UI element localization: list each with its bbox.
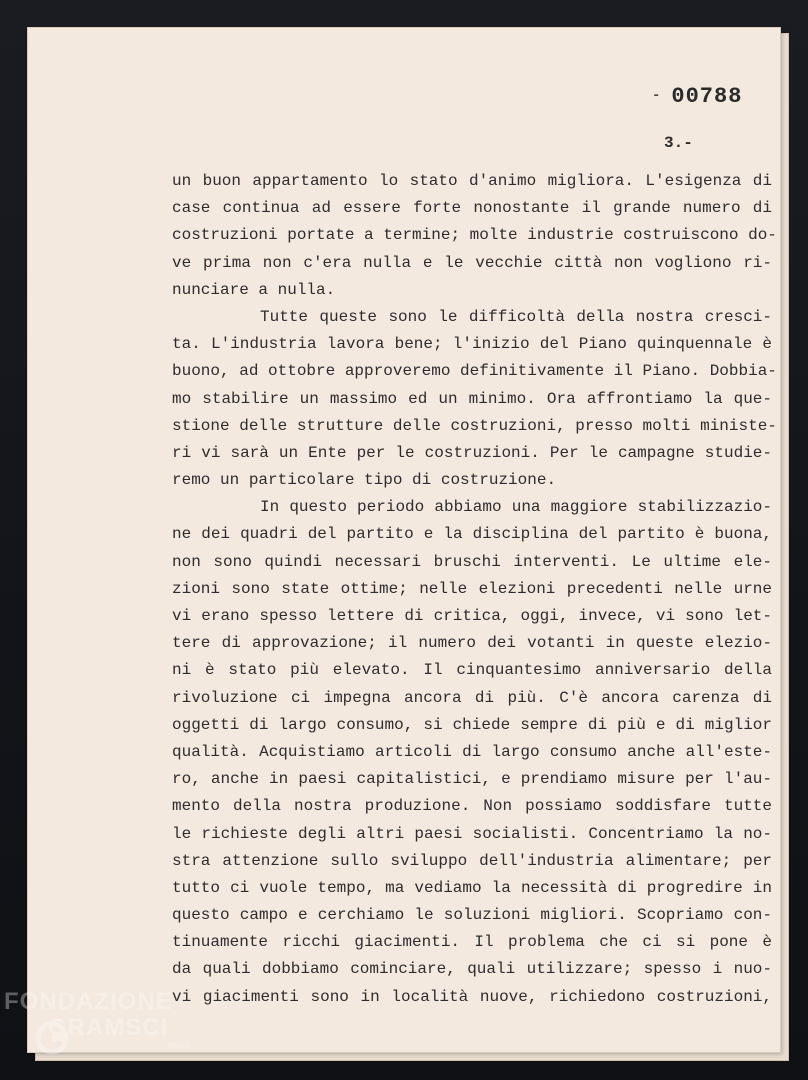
watermark-line2: GRAMSCI: [48, 1014, 169, 1041]
text-line: mento della nostra produzione. Non possiamo soddisfare tutte: [172, 797, 772, 816]
text-line: ve prima non c'era nulla e le vecchie città non vogliono ri-: [172, 253, 772, 272]
watermark-onlus: onlus: [168, 1040, 190, 1050]
typed-body-text: [172, 168, 777, 1011]
text-line: mo stabilire un massimo ed un minimo. Ora affrontiamo la que-: [172, 389, 772, 408]
text-line: remo un particolare tipo di costruzione.: [172, 471, 557, 490]
watermark-line1: FONDAZIONE: [4, 988, 173, 1015]
document-page: [28, 28, 780, 1052]
text-line: costruzioni portate a termine; molte industrie costruiscono do-: [172, 226, 777, 245]
text-line: vi erano spesso lettere di critica, oggi, invece, vi sono let-: [172, 607, 772, 625]
text-line: ne dei quadri del partito e la disciplina del partito è buona,: [172, 525, 772, 544]
text-line: ro, anche in paesi capitalistici, e prendiamo misure per l'au-: [172, 770, 772, 789]
archive-number-value: 00788: [671, 84, 743, 109]
text-line: In questo periodo abbiamo una maggiore stabilizzazio-: [260, 498, 772, 517]
text-line: non sono quindi necessari bruschi interventi. Le ultime ele-: [172, 552, 772, 571]
text-line: stra attenzione sullo sviluppo dell'industria alimentare; per: [172, 851, 772, 870]
text-line: zioni sono state ottime; nelle elezioni precedenti nelle urne: [172, 579, 772, 598]
text-line: Tutte queste sono le difficoltà della nostra cresci-: [260, 307, 772, 326]
text-line: un buon appartamento lo stato d'animo migliora. L'esigenza di: [172, 172, 772, 190]
text-line: da quali dobbiamo cominciare, quali utilizzare; spesso i nuo-: [172, 960, 772, 979]
text-line: tinuamente ricchi giacimenti. Il problema che ci si pone è: [172, 933, 772, 952]
text-line: ta. L'industria lavora bene; l'inizio del Piano quinquennale è: [172, 335, 772, 354]
page-number: 3.-: [664, 134, 693, 152]
text-line: case continua ad essere forte nonostante il grande numero di: [172, 199, 772, 218]
text-line: stione delle strutture delle costruzioni, presso molti ministe-: [172, 416, 777, 435]
text-line: ni è stato più elevato. Il cinquantesimo anniversario della: [172, 661, 772, 680]
text-line: nunciare a nulla.: [172, 280, 336, 299]
text-line: oggetti di largo consumo, si chiede sempre di più e di miglior: [172, 715, 772, 734]
text-line: ri vi sarà un Ente per le costruzioni. Per le campagne studie-: [172, 443, 772, 462]
text-line: tere di approvazione; il numero dei votanti in queste elezio-: [172, 634, 772, 653]
archive-number-prefix: -: [652, 88, 662, 105]
text-line: le richieste degli altri paesi socialisti. Concentriamo la no-: [172, 824, 772, 843]
text-line: qualità. Acquistiamo articoli di largo consumo anche all'este-: [172, 742, 772, 761]
text-line: buono, ad ottobre approveremo definitivamente il Piano. Dobbia-: [172, 362, 777, 381]
text-line: tutto ci vuole tempo, ma vediamo la necessità di progredire in: [172, 878, 772, 897]
text-line: questo campo e cerchiamo le soluzioni migliori. Scopriamo con-: [172, 906, 772, 925]
archive-number: [652, 84, 742, 109]
text-line: vi giacimenti sono in località nuove, richiedono costruzioni,: [172, 987, 772, 1006]
text-line: rivoluzione ci impegna ancora di più. C'è ancora carenza di: [172, 688, 772, 707]
